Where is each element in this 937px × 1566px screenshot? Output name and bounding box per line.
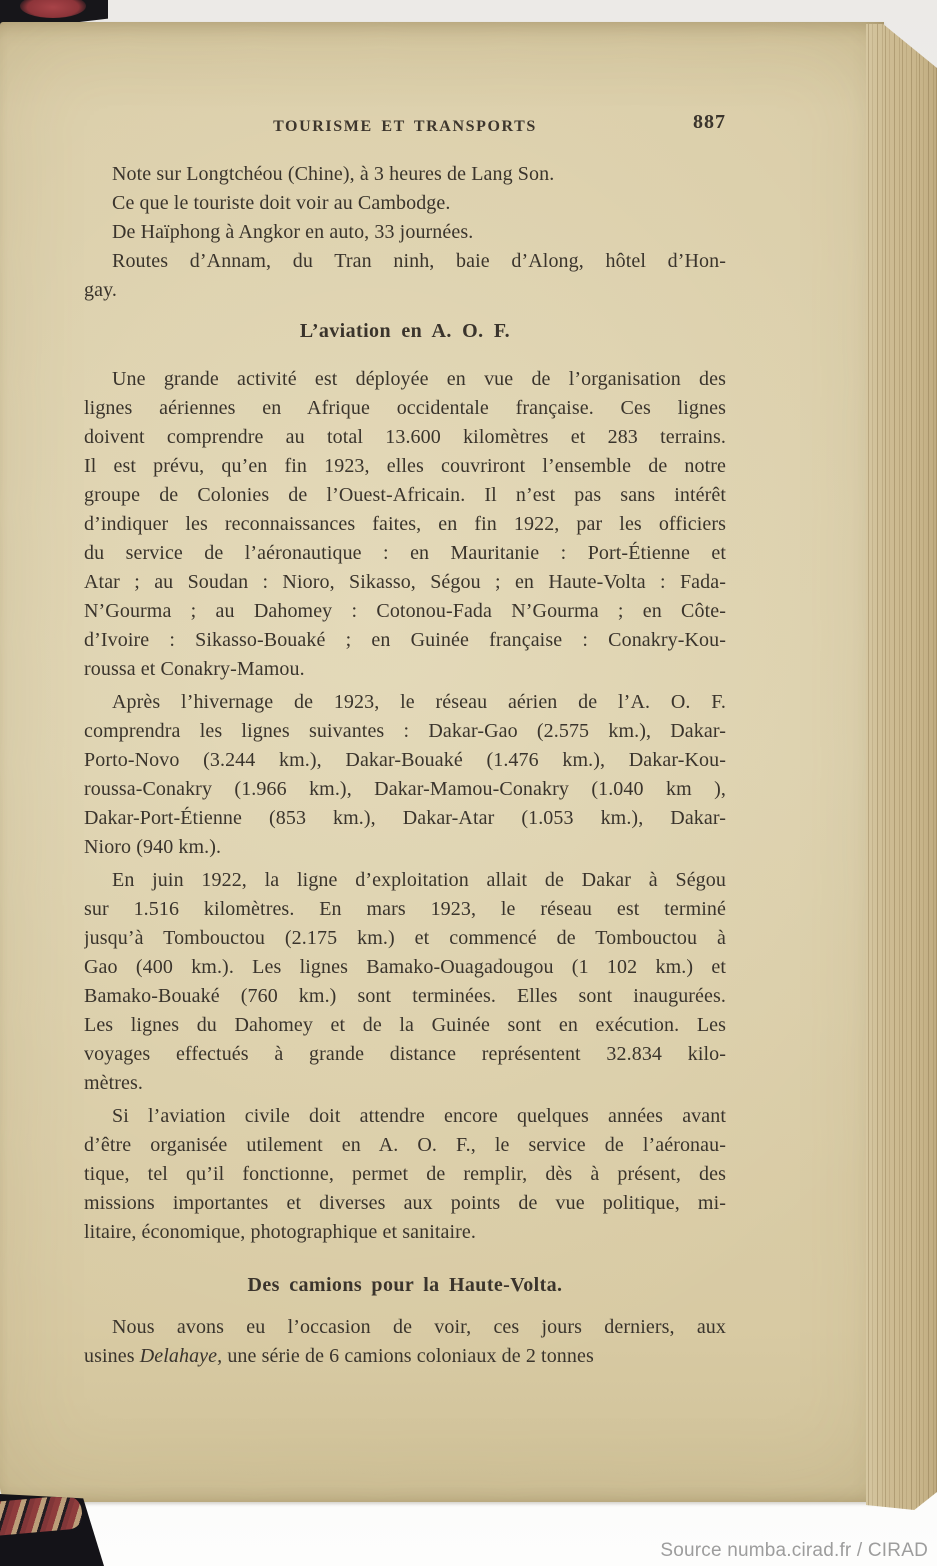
body-line: Dakar-Port-Étienne (853 km.), Dakar-Atar (1.053 km.), Dakar- [84,807,726,829]
page-text-column [84,22,726,1371]
paragraph-aviation-1 [84,365,726,684]
body-line: Après l’hivernage de 1923, le réseau aérien de l’A. O. F. [112,691,726,713]
body-line: Porto-Novo (3.244 km.), Dakar-Bouaké (1.476 km.), Dakar-Kou- [84,749,726,771]
body-line: d’Ivoire : Sikasso-Bouaké ; en Guinée française : Conakry-Kou- [84,629,726,651]
body-line: En juin 1922, la ligne d’exploitation allait de Dakar à Ségou [112,869,726,891]
intro-line: De Haïphong à Angkor en auto, 33 journées. [112,221,474,243]
paragraph-aviation-3 [84,866,726,1098]
section-heading-camions: Des camions pour la Haute-Volta. [247,1274,563,1296]
body-line: Une grande activité est déployée en vue de l’organisation des [112,368,726,390]
paragraph-aviation-2 [84,688,726,862]
body-line: mètres. [84,1072,144,1094]
running-header-title: TOURISME ET TRANSPORTS [273,118,537,135]
body-line: Gao (400 km.). Les lignes Bamako-Ouagadougou (1 102 km.) et [84,956,726,978]
body-line: groupe de Colonies de l’Ouest-Africain. Il n’est pas sans intérêt [84,484,726,506]
page-number: 887 [693,111,726,133]
body-line: comprendra les lignes suivantes : Dakar-Gao (2.575 km.), Dakar- [84,720,726,742]
source-credit: Source numba.cirad.fr / CIRAD [660,1540,928,1561]
body-line: Nioro (940 km.). [84,836,222,858]
intro-list [84,160,726,305]
body-line-fragment: usines [84,1345,140,1367]
body-line: lignes aériennes en Afrique occidentale française. Ces lignes [84,397,726,419]
page-edge-stack [866,24,937,1512]
section-heading-aviation: L’aviation en A. O. F. [299,320,511,342]
body-line-fragment: une série de 6 camions coloniaux de 2 tonnes [222,1345,594,1367]
body-line: N’Gourma ; au Dahomey : Cotonou-Fada N’Gourma ; en Côte- [84,600,726,622]
book-headband-top [20,0,86,18]
body-line: Les lignes du Dahomey et de la Guinée sont en exécution. Les [84,1014,726,1036]
intro-line: Ce que le touriste doit voir au Cambodge. [112,192,451,214]
body-line: roussa et Conakry-Mamou. [84,658,305,680]
body-line: roussa-Conakry (1.966 km.), Dakar-Mamou-Conakry (1.040 km ), [84,778,726,800]
paragraph-camions-1 [84,1313,726,1371]
paragraph-aviation-4 [84,1102,726,1247]
book-binding-bottom [0,1494,104,1566]
body-line: missions importantes et diverses aux points de vue politique, mi- [84,1192,726,1214]
intro-line: Note sur Longtchéou (Chine), à 3 heures de Lang Son. [112,163,555,185]
running-header [84,112,726,134]
body-line: d’indiquer les reconnaissances faites, en fin 1922, par les officiers [84,513,726,535]
body-line [84,1342,726,1371]
book-headband-bottom [0,1494,83,1535]
body-line: du service de l’aéronautique : en Mauritanie : Port-Étienne et [84,542,726,564]
body-line: Il est prévu, qu’en fin 1923, elles couvriront l’ensemble de notre [84,455,726,477]
body-line: Si l’aviation civile doit attendre encore quelques années avant [112,1105,726,1127]
body-line: tique, tel qu’il fonctionne, permet de remplir, dès à présent, des [84,1163,726,1185]
body-line: Atar ; au Soudan : Nioro, Sikasso, Ségou ; en Haute-Volta : Fada- [84,571,726,593]
body-line: sur 1.516 kilomètres. En mars 1923, le réseau est terminé [84,898,726,920]
book-page [0,22,884,1502]
body-line: Bamako-Bouaké (760 km.) sont terminées. Elles sont inaugurées. [84,985,726,1007]
body-line: voyages effectués à grande distance représentent 32.834 kilo- [84,1043,726,1065]
body-line: jusqu’à Tombouctou (2.175 km.) et commencé de Tombouctou à [84,927,726,949]
body-line: doivent comprendre au total 13.600 kilomètres et 283 terrains. [84,426,726,448]
body-line: Nous avons eu l’occasion de voir, ces jours derniers, aux [112,1316,726,1338]
body-line: d’être organisée utilement en A. O. F., le service de l’aéronau- [84,1134,726,1156]
intro-line: Routes d’Annam, du Tran ninh, baie d’Along, hôtel d’Hon- [112,250,726,272]
body-line-italic-fragment: Delahaye, [139,1345,223,1367]
body-line: litaire, économique, photographique et sanitaire. [84,1221,476,1243]
intro-line: gay. [84,279,117,301]
